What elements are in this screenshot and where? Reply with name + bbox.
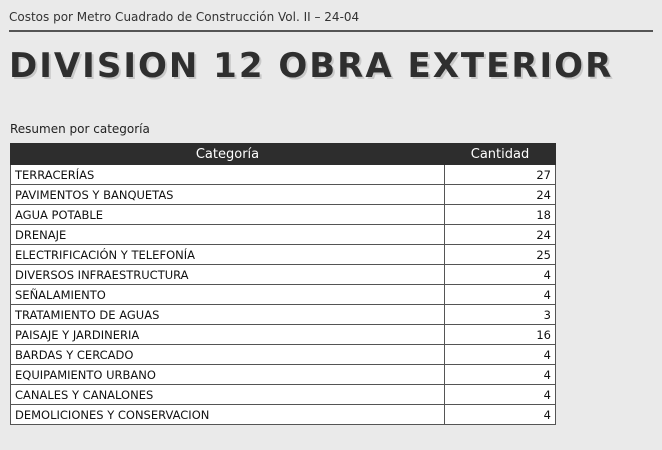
table-header-row	[11, 144, 556, 165]
category-cell: ELECTRIFICACIÓN Y TELEFONÍA	[11, 245, 445, 265]
quantity-cell: 24	[445, 185, 556, 205]
table-row	[11, 245, 556, 265]
table-row	[11, 205, 556, 225]
quantity-cell: 4	[445, 385, 556, 405]
column-header-category: Categoría	[11, 144, 445, 165]
quantity-cell: 4	[445, 405, 556, 425]
header-divider	[9, 30, 653, 32]
category-cell: PAVIMENTOS Y BANQUETAS	[11, 185, 445, 205]
table-row	[11, 305, 556, 325]
category-cell: TRATAMIENTO DE AGUAS	[11, 305, 445, 325]
category-cell: EQUIPAMIENTO URBANO	[11, 365, 445, 385]
quantity-cell: 4	[445, 265, 556, 285]
table-row	[11, 385, 556, 405]
category-cell: AGUA POTABLE	[11, 205, 445, 225]
table-row	[11, 405, 556, 425]
summary-table	[10, 143, 556, 425]
document-header: Costos por Metro Cuadrado de Construcción Vol. II – 24-04	[9, 10, 360, 24]
quantity-cell: 16	[445, 325, 556, 345]
summary-label: Resumen por categoría	[10, 122, 150, 136]
quantity-cell: 18	[445, 205, 556, 225]
quantity-cell: 3	[445, 305, 556, 325]
table-row	[11, 185, 556, 205]
quantity-cell: 27	[445, 165, 556, 185]
table-row	[11, 165, 556, 185]
division-title: DIVISION 12 OBRA EXTERIOR	[9, 46, 614, 86]
category-cell: SEÑALAMIENTO	[11, 285, 445, 305]
quantity-cell: 4	[445, 285, 556, 305]
column-header-quantity: Cantidad	[445, 144, 556, 165]
category-cell: PAISAJE Y JARDINERIA	[11, 325, 445, 345]
category-cell: DIVERSOS INFRAESTRUCTURA	[11, 265, 445, 285]
table-row	[11, 225, 556, 245]
category-cell: TERRACERÍAS	[11, 165, 445, 185]
table-row	[11, 345, 556, 365]
category-cell: BARDAS Y CERCADO	[11, 345, 445, 365]
category-cell: CANALES Y CANALONES	[11, 385, 445, 405]
quantity-cell: 4	[445, 345, 556, 365]
category-cell: DEMOLICIONES Y CONSERVACION	[11, 405, 445, 425]
quantity-cell: 24	[445, 225, 556, 245]
table-row	[11, 265, 556, 285]
table-row	[11, 285, 556, 305]
quantity-cell: 4	[445, 365, 556, 385]
table-row	[11, 365, 556, 385]
category-cell: DRENAJE	[11, 225, 445, 245]
quantity-cell: 25	[445, 245, 556, 265]
table-row	[11, 325, 556, 345]
